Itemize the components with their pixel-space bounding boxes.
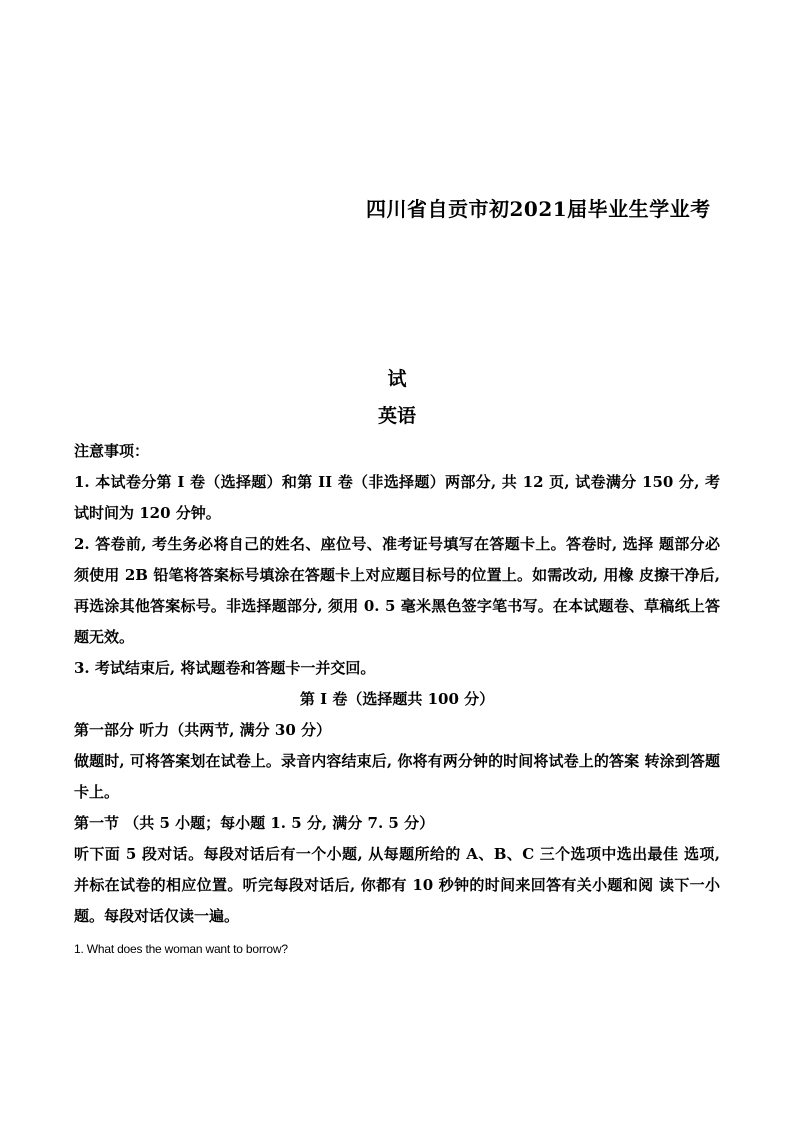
notes-item-2: 2. 答卷前, 考生务必将自己的姓名、座位号、准考证号填写在答题卡上。答卷时, 选择 题部分必须使用 2B 铅笔将答案标号填涂在答题卡上对应题目标号的位置上。如需改动, 用橡 皮擦干净后, 再选涂其他答案标号。非选择题部分, 须用 0. 5 毫米黑色签字笔书写。在本试题卷、草稿纸上答题无效。 xyxy=(74,535,720,646)
volume-1-title: 第 I 卷（选择题共 100 分） xyxy=(299,690,495,708)
notes-heading: 注意事项： xyxy=(74,442,150,460)
section-1-instruction: 听下面 5 段对话。每段对话后有一个小题, 从每题所给的 A、B、C 三个选项中选出最佳 选项, 并标在试卷的相应位置。听完每段对话后, 你都有 10 秒钟的时间来回答有关小题和阅 读下一小题。每段对话仅读一遍。 xyxy=(74,845,720,925)
section-1-title: 第一节 （共 5 小题；每小题 1. 5 分, 满分 7. 5 分） xyxy=(74,814,435,832)
exam-instructions xyxy=(74,436,720,932)
exam-header-title: 四川省自贡市初2021届毕业生学业考 xyxy=(366,197,711,221)
part-1-instruction: 做题时, 可将答案划在试卷上。录音内容结束后, 你将有两分钟的时间将试卷上的答案 转涂到答题卡上。 xyxy=(74,752,720,801)
notes-item-3: 3. 考试结束后, 将试题卷和答题卡一并交回。 xyxy=(74,659,376,677)
exam-heading-shi: 试 xyxy=(387,368,407,390)
subject-title: 英语 xyxy=(377,405,416,427)
part-1-title: 第一部分 听力（共两节, 满分 30 分） xyxy=(74,721,331,739)
notes-item-1: 1. 本试卷分第 I 卷（选择题）和第 II 卷（非选择题）两部分, 共 12 页, 试卷满分 150 分, 考试时间为 120 分钟。 xyxy=(74,473,720,522)
question-1: 1. What does the woman want to borrow? xyxy=(74,942,288,956)
